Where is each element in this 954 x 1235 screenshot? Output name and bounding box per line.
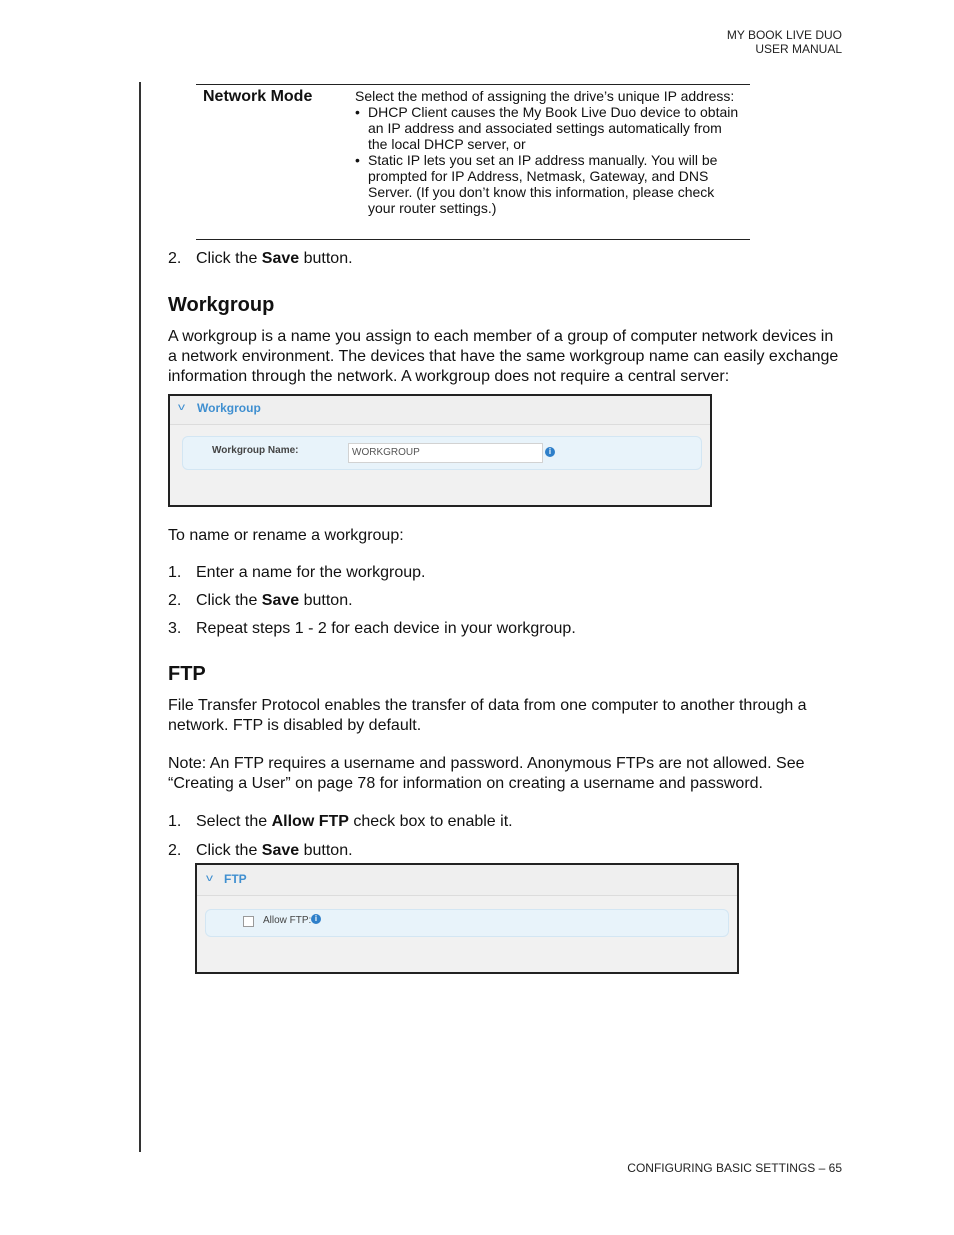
workgroup-screenshot (168, 394, 712, 507)
workgroup-name-label: Workgroup Name: (212, 445, 299, 456)
workgroup-form-row (182, 436, 702, 470)
workgroup-panel-header (170, 396, 710, 425)
margin-rule (139, 82, 141, 1152)
ftp-paragraph: File Transfer Protocol enables the transfer of data from one computer to another through a network. FTP is disabled by default. (168, 697, 807, 734)
header-line-2: USER MANUAL (755, 42, 842, 56)
page-footer: CONFIGURING BASIC SETTINGS – 65 (627, 1161, 842, 1175)
parameter-bullet: • DHCP Client causes the My Book Live Duo device to obtain an IP address and associated settings automatically from the local DHCP server, or (355, 104, 739, 152)
allow-ftp-checkbox[interactable] (243, 916, 254, 927)
workgroup-intro: To name or rename a workgroup: (168, 527, 404, 544)
ftp-panel-header (197, 865, 737, 896)
section-heading-ftp: FTP (168, 663, 206, 685)
chevron-down-icon: v (178, 402, 185, 413)
parameter-table (196, 84, 750, 240)
parameter-description (355, 88, 745, 216)
header-line-1: MY BOOK LIVE DUO (726, 28, 842, 42)
ftp-form-row (205, 909, 729, 937)
parameter-name: Network Mode (203, 88, 313, 105)
workgroup-name-input[interactable]: WORKGROUP (348, 443, 543, 463)
parameter-bullet: • Static IP lets you set an IP address manually. You will be prompted for IP Address, Netmask, Gateway, and DNS Server. (If you don’t know this information, please check your router settings.) (355, 152, 718, 216)
running-header (727, 28, 842, 56)
info-icon[interactable]: i (311, 914, 321, 924)
ftp-note: Note: An FTP requires a username and password. Anonymous FTPs are not allowed. See “Creating a User” on page 78 for information on creating a username and password. (168, 755, 805, 792)
section-heading-workgroup: Workgroup (168, 294, 275, 316)
workgroup-panel-title: Workgroup (197, 401, 261, 415)
ftp-screenshot (195, 863, 739, 974)
parameter-intro: Select the method of assigning the drive’s unique IP address: (355, 88, 735, 104)
workgroup-paragraph: A workgroup is a name you assign to each member of a group of computer network devices in a network environment. The devices that have the same workgroup name can easily exchange information through the network. A workgroup does not require a central server: (168, 328, 839, 385)
allow-ftp-label: Allow FTP: (263, 915, 312, 926)
chevron-down-icon: v (206, 873, 213, 884)
ftp-panel-title: FTP (224, 872, 247, 886)
info-icon[interactable]: i (545, 447, 555, 457)
